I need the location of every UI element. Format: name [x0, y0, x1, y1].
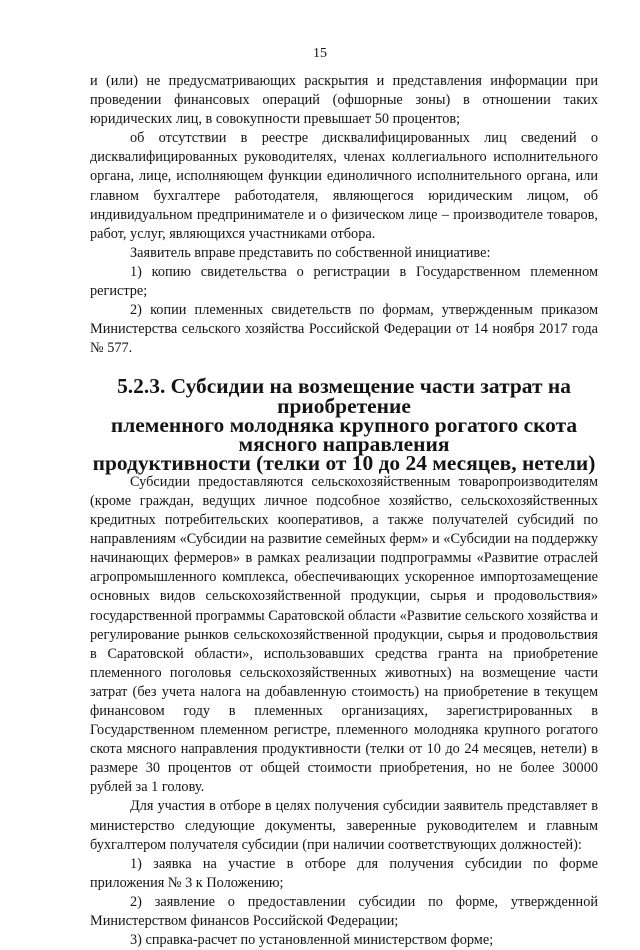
paragraph-own-initiative: Заявитель вправе представить по собственной инициативе: [130, 244, 491, 261]
paragraph-documents-intro: Для участия в отборе в целях получения субсидии заявитель представляет в министерство следующие документы, заверенные руководителем и главным бухгалтером получателя субсидии (при наличии соответствующих должностей): [90, 798, 598, 853]
paragraph-subsidy-description: Субсидии предоставляются сельскохозяйственным товаропроизводителям (кроме граждан, ведущих личное подсобное хозяйство, сельскохозяйственных кредитных потребительских кооперативов, а также получателей субсидий по направлениям «Субсидии на развитие семейных ферм» и «Субсидии на поддержку начинающих фермеров» в рамках реализации подпрограммы «Развитие отраслей агропромышленного комплекса, обеспечивающих ускоренное импортозамещение основных видов сельскохозяйственной продукции, сырья и продовольствия» государственной программы Саратовской области «Развитие сельского хозяйства и регулирование рынков сельскохозяйственной продукции, сырья и продовольствия в Саратовской области», использовавших средства гранта на приобретение племенного поголовья сельскохозяйственных животных) на возмещение части затрат (без учета налога на добавленную стоимость) на приобретение в текущем финансовом году в племенных организациях, зарегистрированных в Государственном племенном регистре, племенного молодняка крупного рогатого скота мясного направления продуктивности (телки от 10 до 24 месяцев, нетели) в размере 30 процентов от общей стоимости приобретения, но не более 30000 рублей за 1 голову. [90, 473, 598, 796]
section-title-line-2: племенного молодняка крупного рогатого скота мясного направления [110, 412, 578, 456]
section-title [90, 374, 598, 475]
document-body [90, 72, 598, 950]
list-item-statement: 2) заявление о предоставлении субсидии по форме, утвержденной Министерством финансов Российской Федерации; [90, 893, 598, 930]
list-item-calculation: 3) справка-расчет по установленной министерством форме; [130, 932, 494, 949]
paragraph-disqualified-persons: об отсутствии в реестре дисквалифицированных лиц сведений о дисквалифицированных руководителях, членах коллегиального исполнительного органа, лице, исполняющем функции единоличного исполнительного органа, или главном бухгалтере работодателя, являющегося юридическим лицом, об индивидуальном предпринимателе и о физическом лице – производителе товаров, работ, услуг, являющихся участниками отбора. [90, 130, 598, 242]
list-item-application: 1) заявка на участие в отборе для получения субсидии по форме приложения № 3 к Положению; [90, 855, 598, 891]
page-number: 15 [313, 46, 327, 61]
list-item-breeding-certificates: 2) копии племенных свидетельств по формам, утвержденным приказом Министерства сельского хозяйства Российской Федерации от 14 ноября 2017 года № 577. [90, 302, 598, 357]
paragraph-offshore-continuation: и (или) не предусматривающих раскрытия и представления информации при проведении финансовых операций (офшорные зоны) в отношении таких юридических лиц, в совокупности превышает 50 процентов; [90, 73, 598, 128]
list-item-registry-copy: 1) копию свидетельства о регистрации в Государственном племенном регистре; [90, 263, 598, 300]
section-title-line-1: 5.2.3. Субсидии на возмещение части затрат на приобретение [117, 374, 571, 418]
section-title-line-3: продуктивности (телки от 10 до 24 месяцев, нетели) [92, 450, 596, 475]
